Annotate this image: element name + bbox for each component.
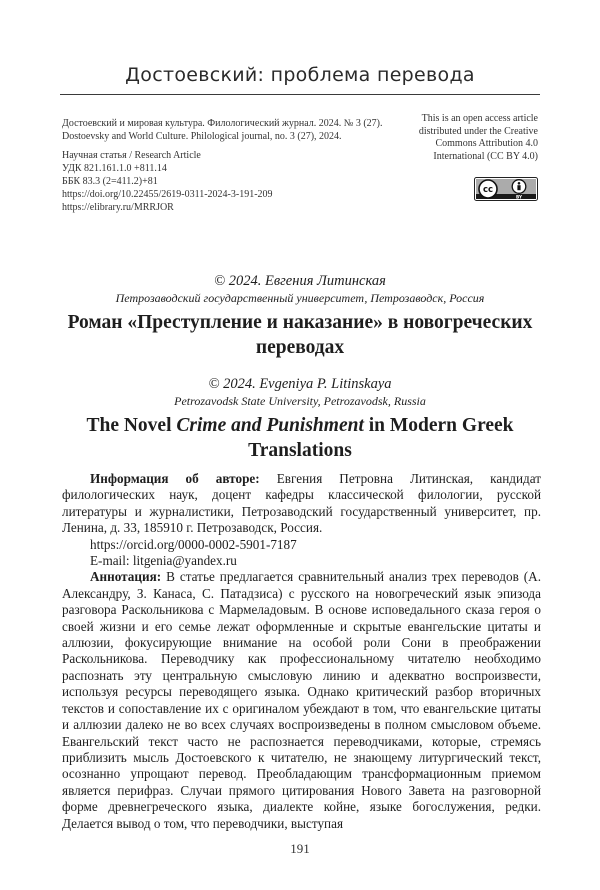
title-prefix: The Novel xyxy=(86,415,172,436)
article-front-matter xyxy=(62,471,541,832)
english-heading xyxy=(0,375,600,463)
header-rule xyxy=(60,94,540,95)
russian-heading xyxy=(0,272,600,360)
elibrary-link[interactable]: https://elibrary.ru/MRRJOR xyxy=(62,202,174,213)
license-line: Commons Attribution 4.0 xyxy=(435,138,538,149)
title-suffix: in Modern Greek Translations xyxy=(248,415,514,461)
affiliation-ru: Петрозаводский государственный университет, Петрозаводск, Россия xyxy=(115,291,485,305)
abstract-label: Аннотация: xyxy=(90,569,162,585)
cc-by-license-badge[interactable] xyxy=(474,177,538,201)
publication-metadata xyxy=(62,117,422,214)
page-number: 191 xyxy=(290,841,310,856)
running-head: Достоевский: проблема перевода xyxy=(125,64,475,86)
author-info-paragraph xyxy=(62,471,541,537)
journal-citation-en: Dostoevsky and World Culture. Philological journal, no. 3 (27), 2024. xyxy=(62,131,342,142)
cc-icon xyxy=(479,180,497,198)
author-en: © 2024. Evgeniya P. Litinskaya xyxy=(208,376,392,392)
affiliation-en: Petrozavodsk State University, Petrozavodsk, Russia xyxy=(174,394,426,408)
bbk-code: ББК 83.3 (2=411.2)+81 xyxy=(62,176,158,187)
license-notice xyxy=(380,113,538,163)
journal-citation-ru: Достоевский и мировая культура. Филологический журнал. 2024. № 3 (27). xyxy=(62,118,383,129)
doi-link[interactable]: https://doi.org/10.22455/2619-0311-2024-3-191-209 xyxy=(62,189,273,200)
article-title-en xyxy=(0,413,600,463)
abstract-text: В статье предлагается сравнительный анализ трех переводов (А. Александру, З. Канаса, С. Патадзиса) с русского на новогреческий язык эпизода разговора Раскольникова с Мармеладовым. В основе исповедального сказа героя о своей жизни и его семье лежат оформленные и скрытые евангельские цитаты и аллюзии, фокусирующие внимание на особой роли Сони в преображении Раскольникова. Переводчику как профессиональному читателю необходимо распознать эту центральную смысловую линию и адекватно воспроизвести, используя ресурсы переводящего языка. Однако критический разбор вторичных текстов и сопоставление их с оригиналом убеждают в том, что евангельские цитаты и аллюзии далеко не во всех случаях воспроизведены в полном смысловом объеме. Евангельский текст часто не распознается переводчиками, которые, стремясь приблизить мысль Достоевского к читателю, не знающему литургический текст, осознанно упрощают перевод. Преобладающим трансформационным приемом является перифраз. Случаи прямого цитирования Нового Завета на разговорной форме древнегреческого языка, диалекте койне, языке богослужения, редки. Делается вывод о том, что переводчики, выступая xyxy=(62,569,541,831)
orcid-link[interactable]: https://orcid.org/0000-0002-5901-7187 xyxy=(90,536,297,552)
author-ru: © 2024. Евгения Литинская xyxy=(214,273,386,289)
person-attribution-icon xyxy=(512,180,526,194)
abstract-paragraph xyxy=(62,569,541,832)
author-info-label: Информация об авторе: xyxy=(90,471,260,486)
article-type: Научная статья / Research Article xyxy=(62,150,201,161)
novel-title: Crime and Punishment xyxy=(176,415,364,436)
author-email[interactable]: E-mail: litgenia@yandex.ru xyxy=(90,553,237,569)
license-line: International (CC BY 4.0) xyxy=(433,150,538,162)
svg-text:cc: cc xyxy=(482,185,494,195)
license-line: distributed under the Creative xyxy=(418,125,538,137)
author-info-text: Евгения Петровна Литинская, кандидат филологических наук, доцент кафедры классической филологии, русской литературы и журналистики, Петрозаводский государственный университет, пр. Ленина, д. 33, 185910 г. Петрозаводск, Россия. xyxy=(62,471,542,536)
badge-label: BY xyxy=(516,194,522,200)
article-title-ru: Роман «Преступление и наказание» в новогреческих переводах xyxy=(67,312,533,358)
udk-code: УДК 821.161.1.0 +811.14 xyxy=(62,163,167,174)
license-line: This is an open access article xyxy=(421,113,538,124)
